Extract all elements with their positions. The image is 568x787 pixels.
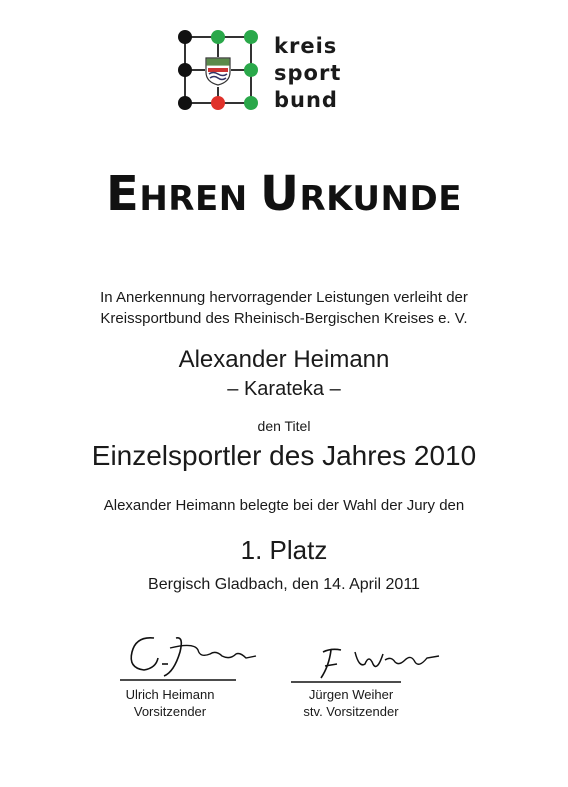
recipient-sport: – Karateka – — [227, 378, 341, 400]
signatory-2-name: Jürgen Weiher — [308, 687, 394, 702]
place-and-date: Bergisch Gladbach, den 14. April 2011 — [148, 576, 420, 593]
logo-dot — [244, 63, 258, 77]
logo-text-bund: bund — [274, 88, 338, 112]
logo-text-kreis: kreis — [274, 34, 338, 58]
logo-dot — [178, 63, 192, 77]
signatory-2 — [251, 686, 451, 720]
den-titel-text: den Titel — [257, 418, 311, 434]
logo-dot — [244, 30, 258, 44]
logo-dot — [244, 96, 258, 110]
signature-block-1 — [70, 628, 270, 728]
signatory-1-name: Ulrich Heimann — [125, 687, 215, 702]
document-title: EHREN URKUNDE — [106, 166, 462, 222]
handwritten-signature-1 — [70, 628, 270, 684]
signatory-2-role: stv. Vorsitzender — [303, 704, 399, 719]
jury-text: Alexander Heimann belegte bei der Wahl der Jury den — [103, 497, 465, 514]
signature-block-2 — [251, 640, 451, 730]
logo-dot — [211, 30, 225, 44]
handwritten-signature-2 — [251, 640, 451, 686]
logo-dot-grid — [178, 30, 258, 110]
intro-line-1: In Anerkennung hervorragender Leistungen verleiht der — [100, 289, 468, 306]
logo-dot — [178, 30, 192, 44]
logo-wordmark — [274, 33, 341, 114]
intro-text — [0, 287, 568, 329]
recipient-name: Alexander Heimann — [178, 346, 390, 373]
signatory-1 — [70, 686, 270, 720]
signatory-1-role: Vorsitzender — [133, 704, 207, 719]
coat-of-arms-icon — [204, 56, 232, 86]
place-ranking: 1. Platz — [240, 535, 328, 565]
logo-dot — [178, 96, 192, 110]
intro-line-2: Kreissportbund des Rheinisch-Bergischen Kreises e. V. — [100, 310, 468, 327]
logo-dot — [211, 96, 225, 110]
award-title: Einzelsportler des Jahres 2010 — [91, 440, 477, 471]
logo-text-sport: sport — [274, 61, 342, 85]
kreissportbund-logo — [178, 30, 368, 116]
